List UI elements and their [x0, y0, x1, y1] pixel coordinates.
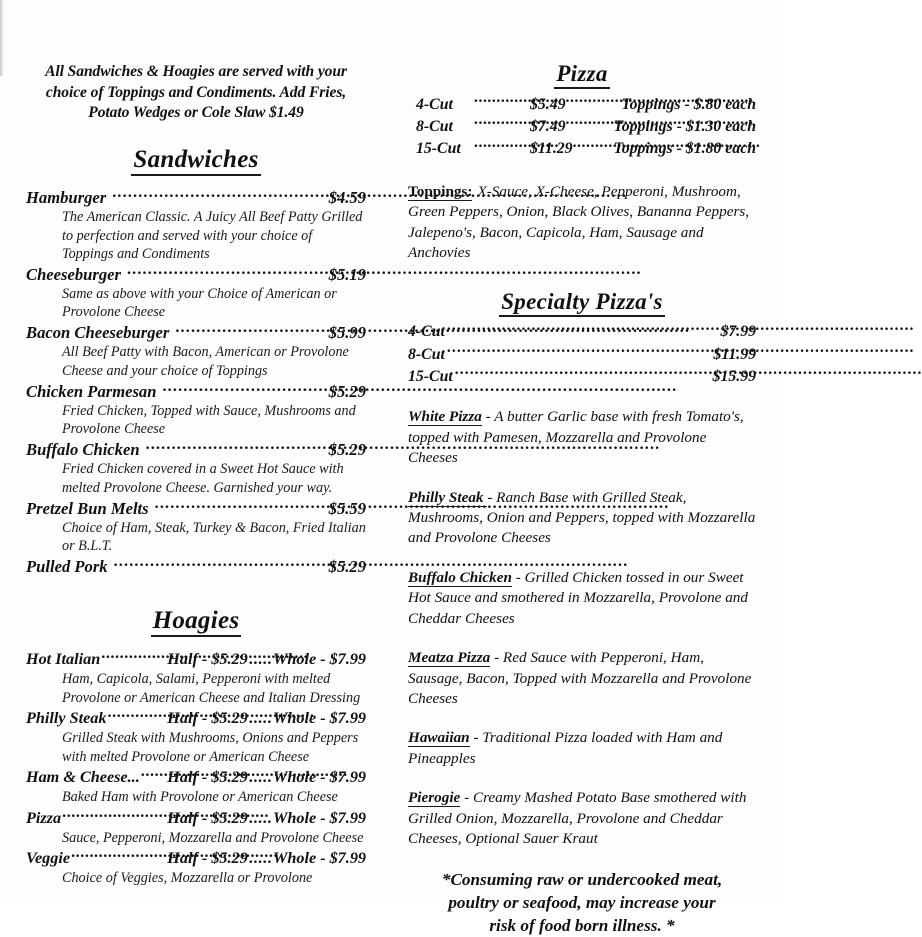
- menu-item-price-line: [26, 555, 366, 577]
- menu-item-name: Chicken Parmesan: [26, 381, 157, 401]
- menu-item-price: $5.19: [328, 264, 366, 284]
- hoagie-price-line: [26, 707, 366, 729]
- menu-item-price: $5.59: [328, 498, 366, 518]
- specialty-pizza-name: Philly Steak: [408, 488, 488, 506]
- specialty-pizza-description: - Grilled Chicken tossed in our Sweet Hot Sauce and smothered in Mozzarella, Provolone and Cheddar Cheeses: [408, 568, 748, 627]
- specialty-pizza-name: Buffalo Chicken: [408, 568, 512, 586]
- specialty-cut-label: 4-Cut: [408, 323, 445, 341]
- specialty-price: $11.99: [713, 345, 756, 363]
- pizza-price: $7.49: [530, 117, 566, 135]
- specialty-pizza-description: - Ranch Base with Grilled Steak, Mushrooms, Onion and Peppers, topped with Mozzarella and Provolone Cheeses: [408, 488, 756, 547]
- menu-item-price-line: [26, 439, 366, 461]
- pizza-cut-label: 15-Cut: [416, 140, 461, 158]
- hoagie-item[interactable]: [26, 648, 366, 707]
- intro-line: choice of Toppings and Condiments. Add Fries,: [45, 83, 347, 101]
- hoagie-whole-label: Whole -: [272, 849, 326, 868]
- hoagie-name: Ham & Cheese...: [26, 768, 140, 787]
- dot-leader: [114, 555, 325, 572]
- hoagie-half-price: $5.29: [211, 650, 248, 669]
- hoagie-description: Choice of Veggies, Mozzarella or Provolone: [62, 870, 313, 887]
- hoagie-whole-price: $7.99: [329, 650, 366, 669]
- specialty-cut-label: 8-Cut: [408, 345, 445, 363]
- menu-item-price: $5.99: [328, 323, 366, 343]
- dot-leader: [155, 497, 325, 514]
- toppings-text: X-Sauce, X-Cheese, Pepperoni, Mushroom, Green Peppers, Onion, Black Olives, Bananna Peppers, Jalepeno's, Bacon, Capicola, Ham, Sausage and Anchovies: [408, 182, 750, 262]
- menu-item-name: Cheeseburger: [26, 264, 121, 284]
- hoagie-item[interactable]: [26, 707, 366, 766]
- section-heading-hoagies-text: Hoagies: [151, 607, 242, 637]
- hoagie-description: Sauce, Pepperoni, Mozzarella and Provolone Cheese: [62, 829, 364, 846]
- menu-item[interactable]: [26, 497, 366, 555]
- hoagie-whole-label: Whole -: [272, 768, 326, 787]
- specialty-size-row[interactable]: [408, 365, 756, 387]
- menu-item[interactable]: [26, 187, 366, 264]
- specialty-price: $7.99: [720, 323, 756, 341]
- section-heading-specialty-text: Specialty Pizza's: [499, 289, 665, 317]
- hoagie-name: Pizza: [26, 808, 62, 827]
- specialty-pizza-item[interactable]: [408, 568, 756, 629]
- specialty-pizza-item[interactable]: [408, 728, 756, 769]
- hoagie-half-price: $5.29: [211, 768, 248, 787]
- pizza-size-row[interactable]: [408, 137, 756, 159]
- dot-leader: [71, 847, 166, 863]
- hoagie-separator: .....: [248, 768, 272, 787]
- hoagie-list: [26, 648, 366, 888]
- menu-item-description: Fried Chicken covered in a Sweet Hot Sauce with melted Provolone Cheese. Garnished your way.: [62, 461, 344, 496]
- hoagie-whole-price: $7.99: [329, 849, 366, 868]
- section-heading-pizza: [408, 62, 756, 87]
- dot-leader: [447, 321, 719, 337]
- specialty-pizza-description: - Red Sauce with Pepperoni, Ham, Sausage, Bacon, Topped with Mozzarella and Provolone Cheeses: [408, 649, 752, 707]
- section-heading-pizza-text: Pizza: [554, 61, 609, 89]
- hoagie-half-price: $5.29: [211, 709, 248, 728]
- hoagie-price-line: [26, 847, 366, 869]
- menu-item-price-line: [26, 380, 366, 402]
- left-column: [26, 0, 366, 888]
- intro-line: Potato Wedges or Cole Slaw $1.49: [88, 104, 304, 121]
- specialty-pizza-item[interactable]: [408, 648, 756, 709]
- pizza-topping-price: Toppings - $1.80 each: [613, 140, 756, 158]
- menu-item[interactable]: [26, 439, 366, 497]
- hoagie-item[interactable]: [26, 847, 366, 888]
- pizza-cut-label: 8-Cut: [416, 117, 453, 135]
- specialty-pizza-name: Meatza Pizza: [408, 649, 491, 667]
- pizza-topping-price: Toppings - $.80 each: [621, 95, 756, 113]
- hoagie-price-line: [26, 807, 366, 829]
- dot-leader: [162, 380, 324, 397]
- disclaimer-line: risk of food born illness. *: [489, 916, 675, 936]
- menu-item-name: Pulled Pork: [26, 556, 108, 576]
- hoagie-half-price: $5.29: [211, 849, 248, 868]
- dot-leader: [474, 115, 530, 131]
- hoagie-name: Hot Italian: [26, 650, 101, 669]
- specialty-description-list: [408, 407, 756, 849]
- hoagie-item[interactable]: [26, 766, 366, 807]
- specialty-price: $15.99: [712, 367, 756, 385]
- pizza-price: $5.49: [530, 95, 566, 113]
- menu-item-description: Choice of Ham, Steak, Turkey & Bacon, Fried Italian or B.L.T.: [62, 519, 366, 554]
- section-heading-sandwiches-text: Sandwiches: [131, 146, 260, 176]
- menu-item-price-line: [26, 187, 366, 209]
- hoagie-item[interactable]: [26, 807, 366, 848]
- dot-leader: [141, 766, 167, 782]
- right-column: [408, 0, 756, 937]
- menu-item[interactable]: [26, 555, 366, 577]
- hoagie-half-price: $5.29: [211, 808, 248, 827]
- menu-item-price-line: [26, 322, 366, 344]
- menu-item-description: The American Classic. A Juicy All Beef Patty Grilled to perfection and served with your choice of Toppings and Condiments: [62, 209, 363, 262]
- hoagie-half-label: Half -: [167, 709, 208, 728]
- pizza-price: $11.29: [530, 140, 573, 158]
- specialty-pizza-description: - A butter Garlic base with fresh Tomato's, topped with Pamesen, Mozzarella and Provolone Cheeses: [408, 408, 744, 467]
- hoagie-price-line: [26, 766, 366, 788]
- intro-blurb: [26, 62, 366, 124]
- menu-item-price-line: [26, 497, 366, 519]
- specialty-pizza-description: - Traditional Pizza loaded with Ham and Pineapples: [408, 729, 723, 767]
- menu-item-description: Fried Chicken, Topped with Sauce, Mushrooms and Provolone Cheese: [62, 402, 356, 438]
- hoagie-description: Grilled Steak with Mushrooms, Onions and Peppers with melted Provolone or American Cheese: [62, 730, 359, 765]
- hoagie-half-label: Half -: [167, 849, 208, 868]
- hoagie-price-line: [26, 648, 366, 670]
- dot-leader: [112, 187, 324, 204]
- menu-item-name: Bacon Cheeseburger: [26, 323, 170, 343]
- pizza-cut-label: 4-Cut: [416, 95, 453, 113]
- hoagie-separator: .....: [248, 808, 272, 827]
- pizza-size-list: [408, 93, 756, 160]
- dot-leader: [474, 93, 530, 109]
- dot-leader: [573, 137, 614, 153]
- intro-line: All Sandwiches & Hoagies are served with your: [45, 63, 347, 80]
- hoagie-half-label: Half -: [167, 768, 208, 787]
- specialty-cut-label: 15-Cut: [408, 367, 453, 385]
- specialty-pizza-name: Pierogie: [408, 789, 461, 807]
- menu-item-description: All Beef Patty with Bacon, American or Provolone Cheese and your choice of Toppings: [62, 344, 349, 379]
- specialty-pizza-item[interactable]: [408, 407, 756, 468]
- hoagie-separator: .....: [248, 650, 272, 669]
- dot-leader: [62, 807, 166, 823]
- dot-leader: [447, 343, 712, 359]
- hoagie-whole-price: $7.99: [329, 768, 366, 787]
- hoagie-separator: .....: [248, 709, 272, 728]
- hoagie-description: Ham, Capicola, Salami, Pepperoni with melted Provolone or American Cheese and Italian Dressing: [62, 671, 361, 706]
- hoagie-description: Baked Ham with Provolone or American Cheese: [62, 789, 338, 806]
- scan-edge-artifact: [0, 0, 4, 76]
- menu-item-description: Same as above with your Choice of American or Provolone Cheese: [62, 285, 337, 321]
- menu-item[interactable]: [26, 322, 366, 380]
- hoagie-whole-label: Whole -: [272, 650, 326, 669]
- menu-item-price: $5.29: [328, 440, 366, 460]
- menu-item-price-line: [26, 263, 366, 285]
- hoagie-half-label: Half -: [167, 650, 208, 669]
- hoagie-half-label: Half -: [167, 808, 208, 827]
- hoagie-separator: .....: [248, 849, 272, 868]
- sandwich-list: [26, 187, 366, 577]
- hoagie-whole-price: $7.99: [329, 709, 366, 728]
- toppings-block: [408, 182, 756, 264]
- dot-leader: [175, 322, 324, 339]
- hoagie-whole-label: Whole -: [272, 709, 326, 728]
- menu-item-name: Pretzel Bun Melts: [26, 498, 149, 518]
- hoagie-name: Veggie: [26, 849, 71, 868]
- dot-leader: [146, 439, 325, 456]
- section-heading-hoagies: [26, 607, 366, 634]
- health-disclaimer: [408, 868, 756, 937]
- menu-item[interactable]: [26, 263, 366, 321]
- dot-leader: [101, 648, 166, 664]
- dot-leader: [455, 365, 711, 381]
- specialty-pizza-description: - Creamy Mashed Potato Base smothered with Grilled Onion, Mozzarella, Provolone and Cheddar Cheeses, Optional Sauer Kraut: [408, 789, 747, 847]
- specialty-pizza-name: Hawaiian: [408, 729, 470, 747]
- hoagie-name: Philly Steak: [26, 709, 107, 728]
- menu-item-name: Buffalo Chicken: [26, 440, 140, 460]
- dot-leader: [474, 137, 530, 153]
- menu-item-name: Hamburger: [26, 188, 107, 208]
- disclaimer-line: *Consuming raw or undercooked meat,: [441, 870, 723, 890]
- menu-item-price: $5.29: [328, 381, 366, 401]
- section-heading-sandwiches: [26, 146, 366, 173]
- specialty-size-list: [408, 321, 756, 388]
- menu-item-price: $5.29: [328, 556, 366, 576]
- specialty-pizza-name: White Pizza: [408, 408, 482, 426]
- section-heading-specialty-pizzas: [408, 290, 756, 315]
- dot-leader: [108, 707, 167, 723]
- hoagie-whole-label: Whole -: [272, 808, 326, 827]
- pizza-topping-price: Toppings - $1.30 each: [613, 117, 756, 135]
- specialty-pizza-item[interactable]: [408, 488, 756, 549]
- dot-leader: [127, 263, 325, 280]
- dot-leader: [566, 115, 614, 131]
- hoagie-whole-price: $7.99: [329, 808, 366, 827]
- dot-leader: [566, 93, 622, 109]
- menu-item-price: $4.59: [328, 188, 366, 208]
- toppings-label: Toppings:: [408, 182, 473, 200]
- menu-item[interactable]: [26, 380, 366, 438]
- disclaimer-line: poultry or seafood, may increase your: [448, 893, 716, 913]
- specialty-pizza-item[interactable]: [408, 788, 756, 849]
